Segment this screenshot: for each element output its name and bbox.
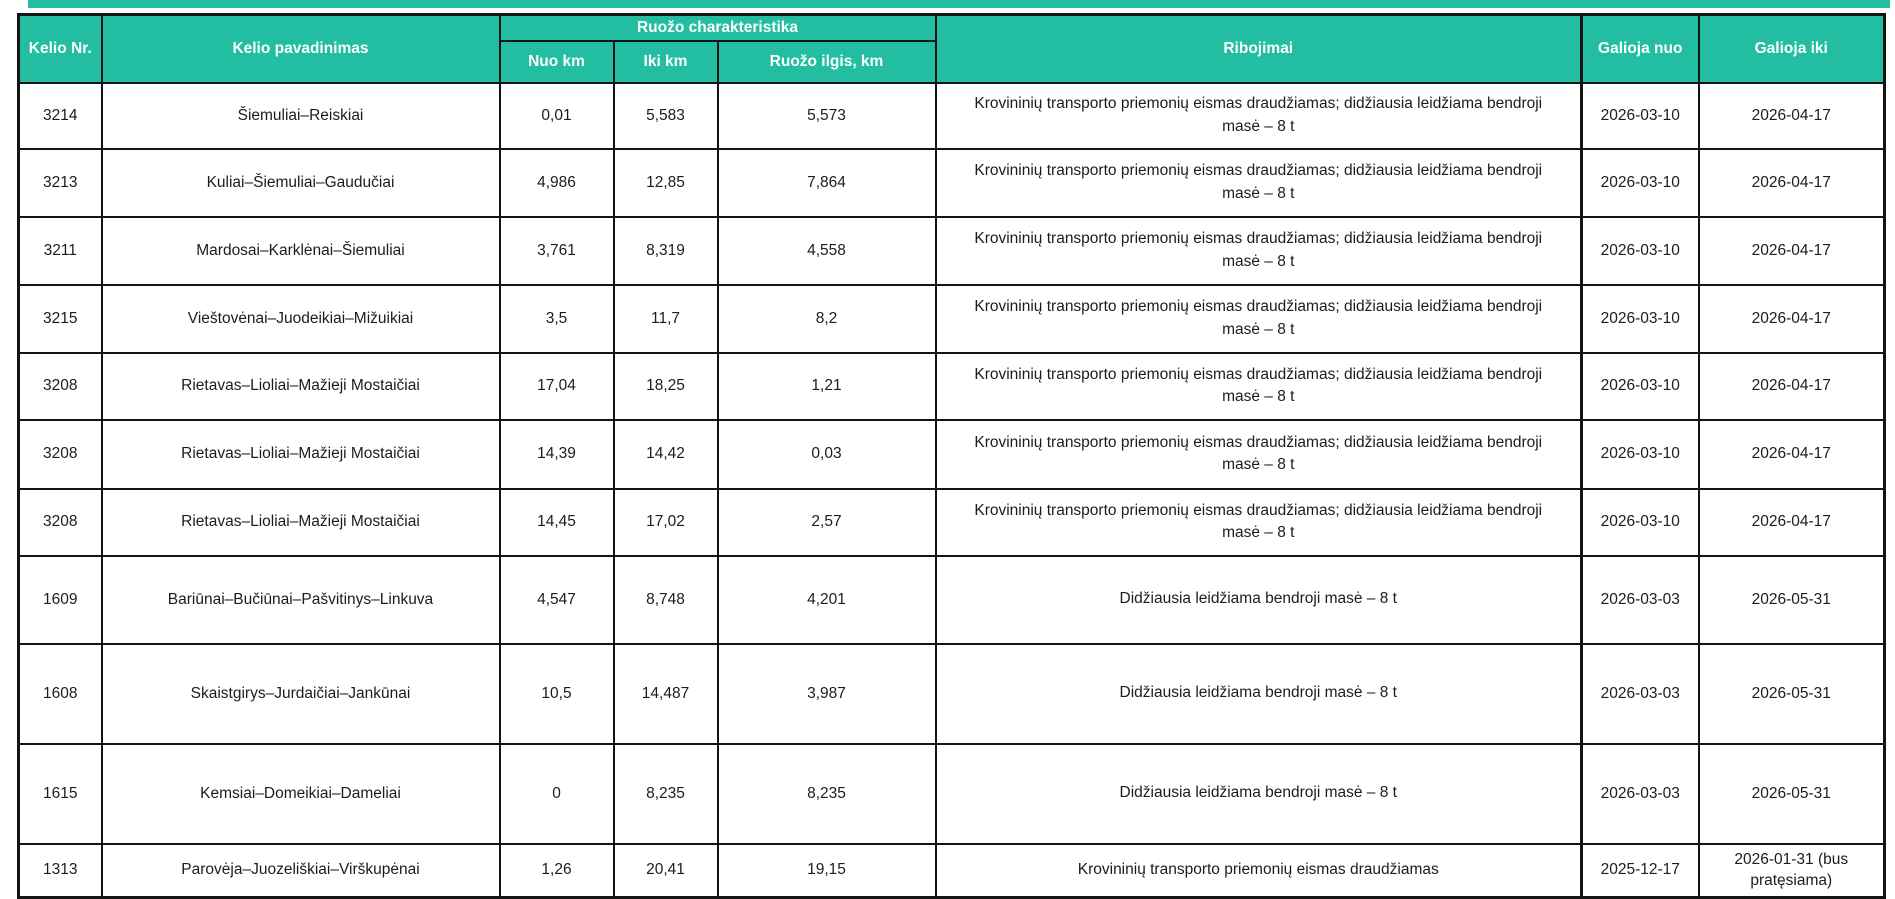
cell-iki-km: 12,85 [614,149,718,217]
cell-nuo-km: 1,26 [500,844,614,898]
cell-ruozo-ilgis: 1,21 [718,353,936,420]
cell-kelio-pavadinimas: Mardosai–Karklėnai–Šiemuliai [102,217,500,285]
cell-iki-km: 17,02 [614,489,718,556]
cell-kelio-pavadinimas: Vieštovėnai–Juodeikiai–Mižuikiai [102,285,500,353]
cell-kelio-nr: 1313 [19,844,102,898]
cell-ribojimai: Krovininių transporto priemonių eismas draudžiamas; didžiausia leidžiama bendroji masė – 8 t [936,285,1582,353]
cell-galioja-nuo: 2026-03-10 [1582,217,1699,285]
cell-ruozo-ilgis: 5,573 [718,83,936,149]
cell-nuo-km: 4,986 [500,149,614,217]
table-row [19,149,1885,217]
cell-nuo-km: 3,761 [500,217,614,285]
cell-kelio-pavadinimas: Rietavas–Lioliai–Mažieji Mostaičiai [102,420,500,489]
col-header-nuo-km: Nuo km [500,41,614,83]
cell-ribojimai: Krovininių transporto priemonių eismas draudžiamas; didžiausia leidžiama bendroji masė – 8 t [936,149,1582,217]
cell-iki-km: 5,583 [614,83,718,149]
cell-ribojimai: Krovininių transporto priemonių eismas draudžiamas [936,844,1582,898]
cell-nuo-km: 0 [500,744,614,844]
table-row [19,644,1885,744]
cell-ruozo-ilgis: 8,235 [718,744,936,844]
cell-ribojimai: Didžiausia leidžiama bendroji masė – 8 t [936,556,1582,644]
col-header-galioja-nuo: Galioja nuo [1582,15,1699,83]
cell-kelio-nr: 3214 [19,83,102,149]
cell-ribojimai: Krovininių transporto priemonių eismas draudžiamas; didžiausia leidžiama bendroji masė – 8 t [936,217,1582,285]
table-row [19,353,1885,420]
cell-ribojimai: Krovininių transporto priemonių eismas draudžiamas; didžiausia leidžiama bendroji masė – 8 t [936,353,1582,420]
cell-iki-km: 11,7 [614,285,718,353]
cell-kelio-nr: 1608 [19,644,102,744]
cell-nuo-km: 14,39 [500,420,614,489]
cell-ruozo-ilgis: 8,2 [718,285,936,353]
cell-ruozo-ilgis: 4,558 [718,217,936,285]
cell-galioja-nuo: 2026-03-10 [1582,285,1699,353]
cell-nuo-km: 14,45 [500,489,614,556]
col-header-iki-km: Iki km [614,41,718,83]
cell-galioja-nuo: 2026-03-10 [1582,420,1699,489]
table-row [19,556,1885,644]
cell-iki-km: 8,319 [614,217,718,285]
cell-galioja-nuo: 2026-03-03 [1582,556,1699,644]
cell-galioja-iki: 2026-01-31 (bus pratęsiama) [1699,844,1885,898]
top-teal-strip [28,0,1890,8]
cell-ruozo-ilgis: 2,57 [718,489,936,556]
table-row [19,489,1885,556]
cell-kelio-pavadinimas: Kemsiai–Domeikiai–Dameliai [102,744,500,844]
table-header [19,15,1885,83]
cell-galioja-iki: 2026-04-17 [1699,420,1885,489]
cell-kelio-nr: 3208 [19,489,102,556]
cell-nuo-km: 17,04 [500,353,614,420]
cell-iki-km: 20,41 [614,844,718,898]
table-row [19,217,1885,285]
cell-galioja-nuo: 2026-03-03 [1582,644,1699,744]
cell-iki-km: 8,235 [614,744,718,844]
cell-kelio-nr: 1609 [19,556,102,644]
cell-galioja-iki: 2026-04-17 [1699,149,1885,217]
cell-ribojimai: Didžiausia leidžiama bendroji masė – 8 t [936,744,1582,844]
cell-kelio-nr: 3213 [19,149,102,217]
cell-galioja-iki: 2026-04-17 [1699,489,1885,556]
table-row [19,420,1885,489]
cell-nuo-km: 10,5 [500,644,614,744]
cell-kelio-pavadinimas: Kuliai–Šiemuliai–Gaudučiai [102,149,500,217]
cell-ribojimai: Krovininių transporto priemonių eismas draudžiamas; didžiausia leidžiama bendroji masė – 8 t [936,83,1582,149]
cell-ribojimai: Krovininių transporto priemonių eismas draudžiamas; didžiausia leidžiama bendroji masė – 8 t [936,420,1582,489]
road-restrictions-table [17,13,1886,899]
cell-galioja-iki: 2026-05-31 [1699,644,1885,744]
cell-ruozo-ilgis: 4,201 [718,556,936,644]
cell-kelio-pavadinimas: Rietavas–Lioliai–Mažieji Mostaičiai [102,489,500,556]
table-row [19,744,1885,844]
table-body [19,83,1885,898]
cell-iki-km: 14,487 [614,644,718,744]
col-group-header-ruozo-charakteristika: Ruožo charakteristika [500,15,936,41]
col-header-kelio-nr: Kelio Nr. [19,15,102,83]
cell-ruozo-ilgis: 0,03 [718,420,936,489]
cell-nuo-km: 4,547 [500,556,614,644]
col-header-ribojimai: Ribojimai [936,15,1582,83]
cell-nuo-km: 0,01 [500,83,614,149]
cell-galioja-iki: 2026-05-31 [1699,744,1885,844]
cell-galioja-iki: 2026-05-31 [1699,556,1885,644]
cell-kelio-pavadinimas: Skaistgirys–Jurdaičiai–Jankūnai [102,644,500,744]
col-header-kelio-pavadinimas: Kelio pavadinimas [102,15,500,83]
cell-ribojimai: Didžiausia leidžiama bendroji masė – 8 t [936,644,1582,744]
cell-kelio-nr: 3208 [19,420,102,489]
cell-kelio-pavadinimas: Bariūnai–Bučiūnai–Pašvitinys–Linkuva [102,556,500,644]
cell-galioja-nuo: 2026-03-03 [1582,744,1699,844]
cell-galioja-iki: 2026-04-17 [1699,353,1885,420]
table-row [19,285,1885,353]
cell-kelio-pavadinimas: Parovėja–Juozeliškiai–Virškupėnai [102,844,500,898]
cell-kelio-pavadinimas: Šiemuliai–Reiskiai [102,83,500,149]
cell-ruozo-ilgis: 7,864 [718,149,936,217]
cell-kelio-nr: 3208 [19,353,102,420]
cell-kelio-nr: 1615 [19,744,102,844]
cell-iki-km: 8,748 [614,556,718,644]
cell-ruozo-ilgis: 3,987 [718,644,936,744]
cell-kelio-pavadinimas: Rietavas–Lioliai–Mažieji Mostaičiai [102,353,500,420]
cell-iki-km: 18,25 [614,353,718,420]
cell-galioja-nuo: 2025-12-17 [1582,844,1699,898]
cell-galioja-nuo: 2026-03-10 [1582,353,1699,420]
cell-ribojimai: Krovininių transporto priemonių eismas draudžiamas; didžiausia leidžiama bendroji masė – 8 t [936,489,1582,556]
col-header-galioja-iki: Galioja iki [1699,15,1885,83]
table-row [19,83,1885,149]
col-header-ruozo-ilgis: Ruožo ilgis, km [718,41,936,83]
cell-iki-km: 14,42 [614,420,718,489]
cell-galioja-iki: 2026-04-17 [1699,217,1885,285]
cell-nuo-km: 3,5 [500,285,614,353]
table-row [19,844,1885,898]
cell-kelio-nr: 3215 [19,285,102,353]
cell-ruozo-ilgis: 19,15 [718,844,936,898]
cell-galioja-iki: 2026-04-17 [1699,83,1885,149]
cell-galioja-nuo: 2026-03-10 [1582,489,1699,556]
cell-kelio-nr: 3211 [19,217,102,285]
cell-galioja-iki: 2026-04-17 [1699,285,1885,353]
cell-galioja-nuo: 2026-03-10 [1582,149,1699,217]
cell-galioja-nuo: 2026-03-10 [1582,83,1699,149]
